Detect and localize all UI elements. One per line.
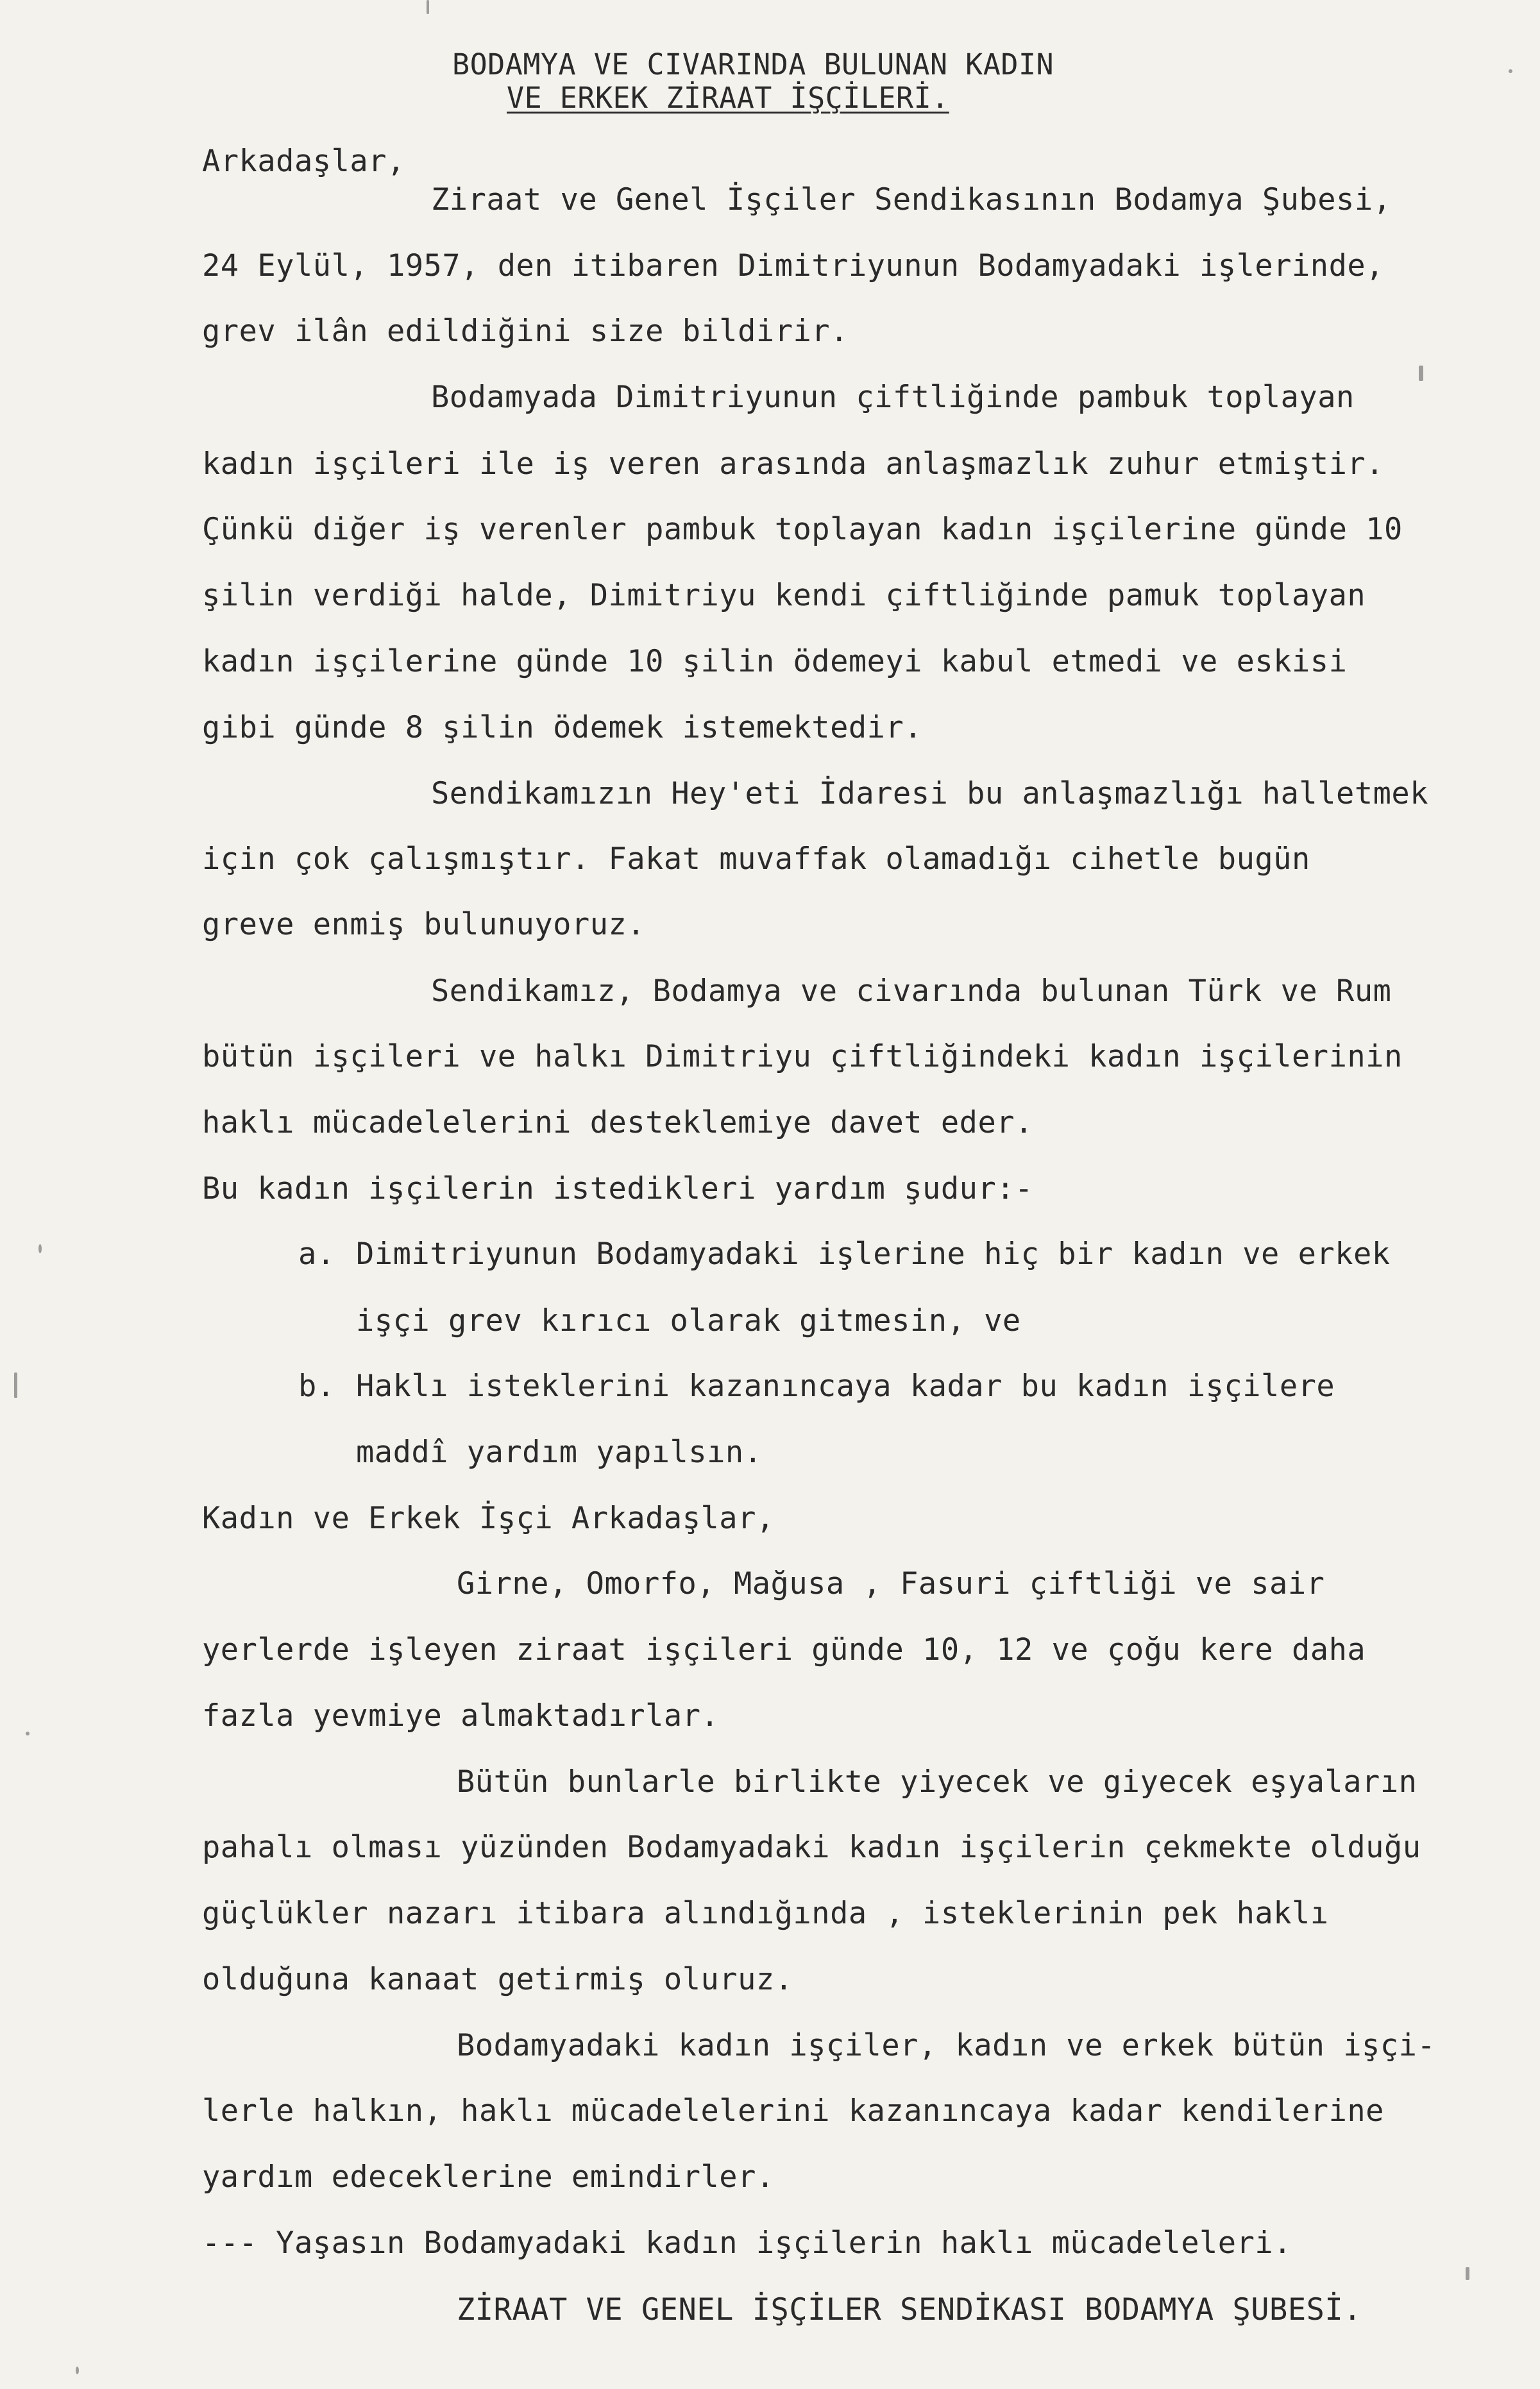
slogan: --- Yaşasın Bodamyadaki kadın işçilerin haklı mücadeleleri. <box>202 2225 1292 2261</box>
paragraph-line: Bodamyadaki kadın işçiler, kadın ve erkek bütün işçi- <box>457 2028 1436 2063</box>
paragraph-line: fazla yevmiye almaktadırlar. <box>202 1698 720 1734</box>
scan-speck <box>1466 2267 1469 2280</box>
paragraph-line: Ziraat ve Genel İşçiler Sendikasının Bodamya Şubesi, <box>431 182 1392 217</box>
greeting: Arkadaşlar, <box>202 144 405 179</box>
document-subtitle: VE ERKEK ZİRAAT İŞÇİLERİ. <box>507 81 949 115</box>
paragraph-line: bütün işçileri ve halkı Dimitriyu çiftliğindeki kadın işçilerinin <box>202 1039 1403 1074</box>
requests-intro: Bu kadın işçilerin istedikleri yardım şudur:- <box>202 1171 1033 1206</box>
scan-speck <box>1419 366 1423 381</box>
request-label: a. <box>298 1237 335 1272</box>
request-line: Haklı isteklerini kazanıncaya kadar bu kadın işçilere <box>356 1369 1335 1404</box>
greeting-second: Kadın ve Erkek İşçi Arkadaşlar, <box>202 1501 775 1536</box>
paragraph-line: Sendikamız, Bodamya ve civarında bulunan Türk ve Rum <box>431 974 1392 1009</box>
paragraph-line: pahalı olması yüzünden Bodamyadaki kadın işçilerin çekmekte olduğu <box>202 1830 1421 1865</box>
paragraph-line: 24 Eylül, 1957, den itibaren Dimitriyunun Bodamyadaki işlerinde, <box>202 248 1384 283</box>
paragraph-line: için çok çalışmıştır. Fakat muvaffak olamadığı cihetle bugün <box>202 841 1310 877</box>
paragraph-line: olduğuna kanaat getirmiş oluruz. <box>202 1962 793 1997</box>
paragraph-line: lerle halkın, haklı mücadelelerini kazanıncaya kadar kendilerine <box>202 2093 1384 2129</box>
paragraph-line: kadın işçilerine günde 10 şilin ödemeyi kabul etmedi ve eskisi <box>202 644 1348 679</box>
paragraph-line: şilin verdiği halde, Dimitriyu kendi çiftliğinde pamuk toplayan <box>202 578 1366 613</box>
paragraph-line: kadın işçileri ile iş veren arasında anlaşmazlık zuhur etmiştir. <box>202 446 1384 482</box>
scan-speck <box>1509 69 1512 73</box>
scan-speck <box>26 1732 30 1735</box>
request-line: maddî yardım yapılsın. <box>356 1435 763 1470</box>
paragraph-line: güçlükler nazarı itibara alındığında , isteklerinin pek haklı <box>202 1896 1329 1931</box>
scan-speck <box>427 0 429 14</box>
scan-speck <box>76 2367 79 2374</box>
signature: ZİRAAT VE GENEL İŞÇİLER SENDİKASI BODAMYA ŞUBESİ. <box>457 2292 1362 2327</box>
request-label: b. <box>298 1369 335 1404</box>
paragraph-line: gibi günde 8 şilin ödemek istemektedir. <box>202 710 923 745</box>
paragraph-line: Bütün bunlarle birlikte yiyecek ve giyecek eşyaların <box>457 1764 1417 1800</box>
paragraph-line: Çünkü diğer iş verenler pambuk toplayan kadın işçilerine günde 10 <box>202 512 1403 547</box>
request-line: işçi grev kırıcı olarak gitmesin, ve <box>356 1303 1021 1338</box>
paragraph-line: Bodamyada Dimitriyunun çiftliğinde pambuk toplayan <box>431 380 1355 415</box>
paragraph-line: yardım edeceklerine emindirler. <box>202 2159 775 2195</box>
paragraph-line: greve enmiş bulunuyoruz. <box>202 907 646 942</box>
paragraph-line: grev ilân edildiğini size bildirir. <box>202 314 849 349</box>
document-title: BODAMYA VE CIVARINDA BULUNAN KADIN <box>452 47 1054 81</box>
paragraph-line: yerlerde işleyen ziraat işçileri günde 10, 12 ve çoğu kere daha <box>202 1632 1366 1667</box>
paragraph-line: Girne, Omorfo, Mağusa , Fasuri çiftliği ve sair <box>457 1566 1325 1601</box>
paragraph-line: Sendikamızın Hey'eti İdaresi bu anlaşmazlığı halletmek <box>431 776 1429 811</box>
scan-speck <box>38 1244 42 1253</box>
paragraph-line: haklı mücadelelerini desteklemiye davet eder. <box>202 1105 1033 1140</box>
request-line: Dimitriyunun Bodamyadaki işlerine hiç bir kadın ve erkek <box>356 1237 1391 1272</box>
scan-speck <box>14 1372 17 1398</box>
